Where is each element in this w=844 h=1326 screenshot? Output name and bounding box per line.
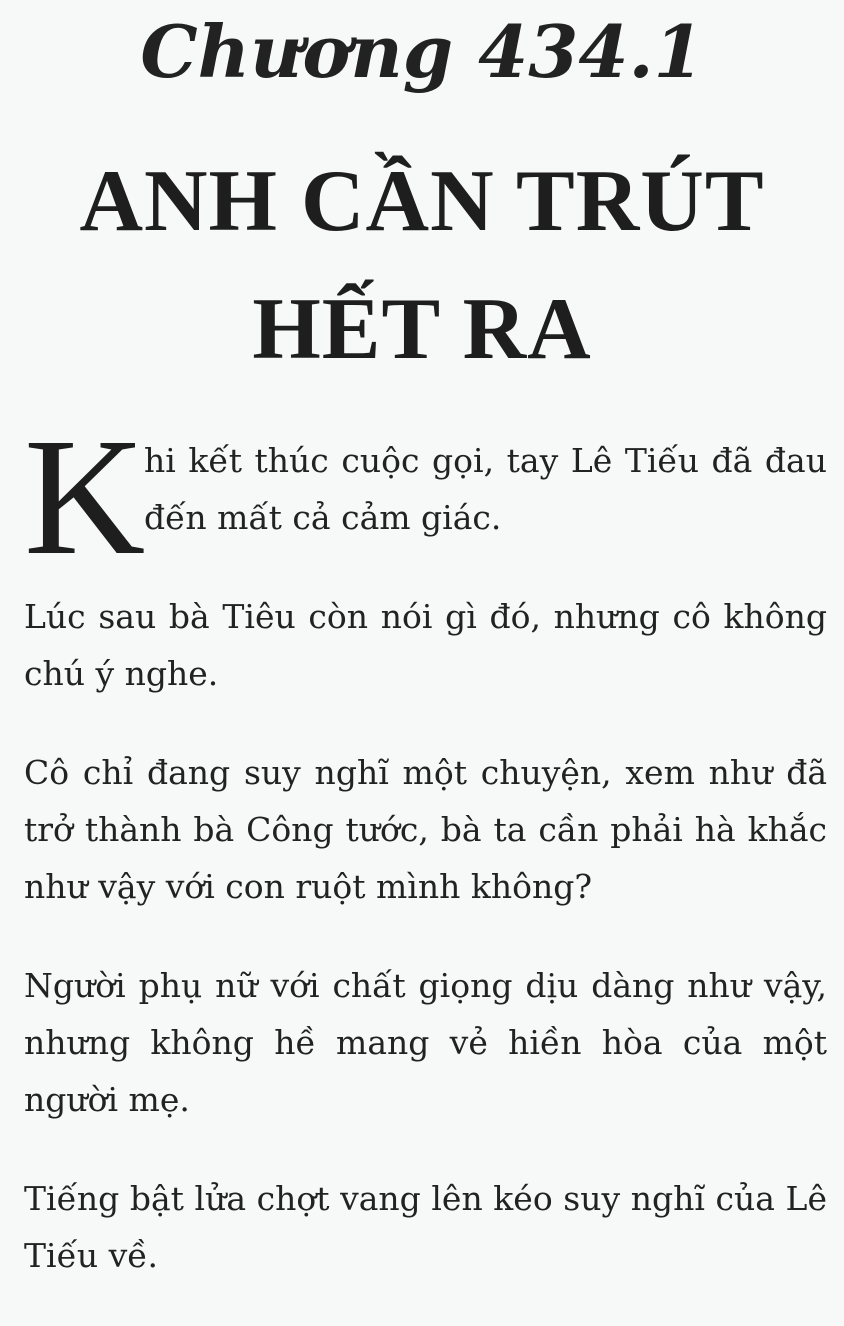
first-paragraph <box>24 404 827 590</box>
chapter-title: ANH CẦN TRÚT HẾT RA <box>79 153 765 378</box>
paragraph: Tiếng bật lửa chợt vang lên kéo suy nghĩ của Lê Tiếu về. <box>24 1179 827 1275</box>
drop-cap: K <box>24 404 146 590</box>
chapter-content <box>24 404 827 1326</box>
chapter-number: Chương 434.1 <box>140 9 704 94</box>
paragraph: Lúc sau bà Tiêu còn nói gì đó, nhưng cô không chú ý nghe. <box>24 597 827 693</box>
paragraph: Cô chỉ đang suy nghĩ một chuyện, xem như đã trở thành bà Công tước, bà ta cần phải hà khắc như vậy với con ruột mình không? <box>24 753 827 906</box>
first-paragraph-text: hi kết thúc cuộc gọi, tay Lê Tiếu đã đau đến mất cả cảm giác. <box>144 441 827 537</box>
paragraph: Người phụ nữ với chất giọng dịu dàng như vậy, nhưng không hề mang vẻ hiền hòa của một người mẹ. <box>24 966 827 1119</box>
